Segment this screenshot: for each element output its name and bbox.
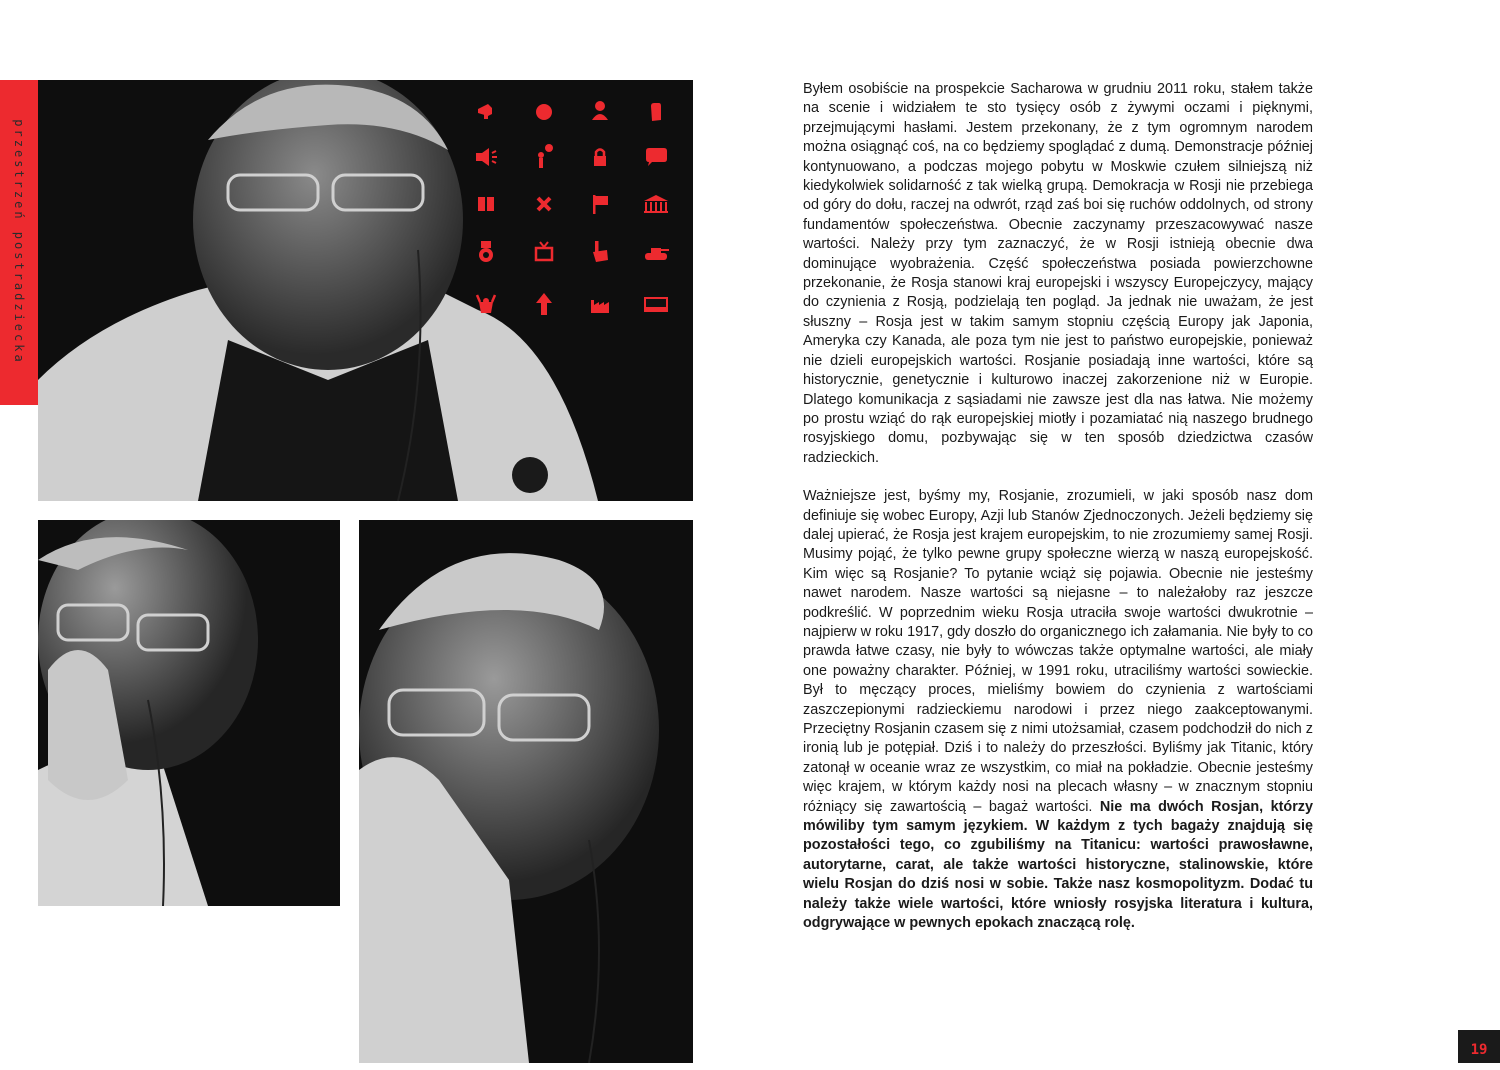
dot-icon <box>528 96 560 128</box>
article-paragraph-text: Ważniejsze jest, byśmy my, Rosjanie, zrozumieli, w jaki sposób nasz dom definiuje się wobec Europy, Azji lub Stanów Zjednoczonych. Jeżeli będziemy się dalej upierać, że Rosja jest krajem europejskim, to nie zrozumiemy samej Rosji. Musimy pojąć, że tylko pewne grupy społeczne wierzą w naszą europejskość. Kim więc są Rosjanie? To pytanie wciąż się pojawia. Obecnie nie jesteśmy nawet narodem. Nasze wartości są niejasne – to należałoby raz jeszcze podkreślić. W poprzednim wieku Rosja utraciła swoje wartości dwukrotnie – najpierw w roku 1917, gdy doszło do organicznego ich załamania. Nie były to co prawda łatwe czasy, nie były to wówczas także optymalne wartości, ale miały one poważny charakter. Później, w 1991 roku, utraciliśmy wartości sowieckie. Był to męczący proces, mieliśmy bowiem do czynienia z wartościami zaszczepionymi radzieckiemu narodowi i przez niego zaakceptowanymi. Przeciętny Rosjanin czasem się z nimi utożsamiał, czasem podchodził do nich z ironią lub je potępiał. Dziś i to należy do przeszłości. Byliśmy jak Titanic, który zatonął w oceanie wraz ze wszystkim, co miał na pokładzie. Obecnie jesteśmy więc krajem, w którym każdy nosi na plecach własny – w znacznym stopniu różniący się zawartością – bagaż wartości. <box>803 488 1313 815</box>
megaphone-icon <box>470 96 502 128</box>
tank-icon <box>640 236 672 268</box>
parliament-icon <box>640 188 672 220</box>
book-icon <box>470 188 502 220</box>
page-number: 19 <box>1458 1030 1500 1063</box>
medal-icon <box>470 236 502 268</box>
flag-icon <box>584 188 616 220</box>
article-paragraph <box>803 487 1313 933</box>
article-paragraph: Byłem osobiście na prospekcie Sacharowa w grudniu 2011 roku, stałem także na scenie i widziałem te sto tysięcy osób z żywymi oczami i pięknymi, przejmującymi hasłami. Jestem przekonany, że z tym ogromnym narodem można osiągnąć coś, na co będziemy spoglądać z dumą. Demonstracje później kontynuowano, a podczas mojego pobytu w Moskwie czułem silniejszą niż kiedykolwiek solidarność z tak wielką grupą. Demokracja w Rosji nie przebiega od góry do dołu, raczej na odwrót, rząd zaś boi się ruchów oddolnych, od strony fundamentów społeczeństwa. Obecnie zaczynamy przeszacowywać nasze wartości. Należy przy tym zaznaczyć, że w Rosji istnieją obecnie dwa dominujące wyobrażenia. Część społeczeństwa posiada powierzchowne przekonanie, że Rosja stanowi kraj europejski i wszyscy Europejczycy, mający do czynienia z Rosją, podzielają ten pogląd. Ja jednak nie uważam, że jest słuszny – Rosja jest w takim samym stopniu częścią Europy jak Japonia, Ameryka czy Kanada, ale poza tym nie jest to państwo europejskie, ponieważ nie dzieli europejskich wartości. Rosjanie posiadają inne wartości, które są historycznie, genetycznie i kulturowo inaczej zakorzenione niż w Europie. Dlatego komunikacja z sąsiadami nie zawsze jest dla nas łatwa. Nie możemy po prostu wziąć do rąk europejskiej miotły i pozamiatać nią naszego brudnego rosyjskiego domu, pozbywając się w ten sposób dziedzictwa czasów radzieckich. <box>803 81 1313 466</box>
article-paragraph-bold: Nie ma dwóch Rosjan, którzy mówiliby tym samym językiem. W każdym z tych bagaży znajdują się pozostałości tego, co zgubiliśmy na Titanicu: wartości prawosławne, autorytarne, carat, ale także wartości historyczne, stalinowskie, które wielu Rosjan do dziś nosi w sobie. Także nasz kosmopolityzm. Dodać tu należy także wiele wartości, które wniosły rosyjska literatura i kultura, odgrywające w pewnych epokach znaczącą rolę. <box>803 798 1313 932</box>
portrait-photo-right <box>359 520 693 1063</box>
crowd-icon <box>470 288 502 320</box>
person-icon <box>584 96 616 128</box>
raised-hand-icon <box>640 96 672 128</box>
section-tab <box>0 80 38 405</box>
section-tab-label: przestrzeń postradziecka <box>12 119 26 365</box>
up-arrow-icon <box>528 288 560 320</box>
factory-icon <box>584 288 616 320</box>
speech-bubble-icon <box>640 141 672 173</box>
pointing-hand-icon <box>584 236 616 268</box>
lock-icon <box>584 141 616 173</box>
cross-icon <box>528 188 560 220</box>
article-body <box>803 80 1313 952</box>
loudspeaker-icon <box>470 141 502 173</box>
icon-grid <box>470 96 682 320</box>
screen-icon <box>640 288 672 320</box>
speaker-person-icon <box>528 141 560 173</box>
television-icon <box>528 236 560 268</box>
portrait-photo-left <box>38 520 340 906</box>
